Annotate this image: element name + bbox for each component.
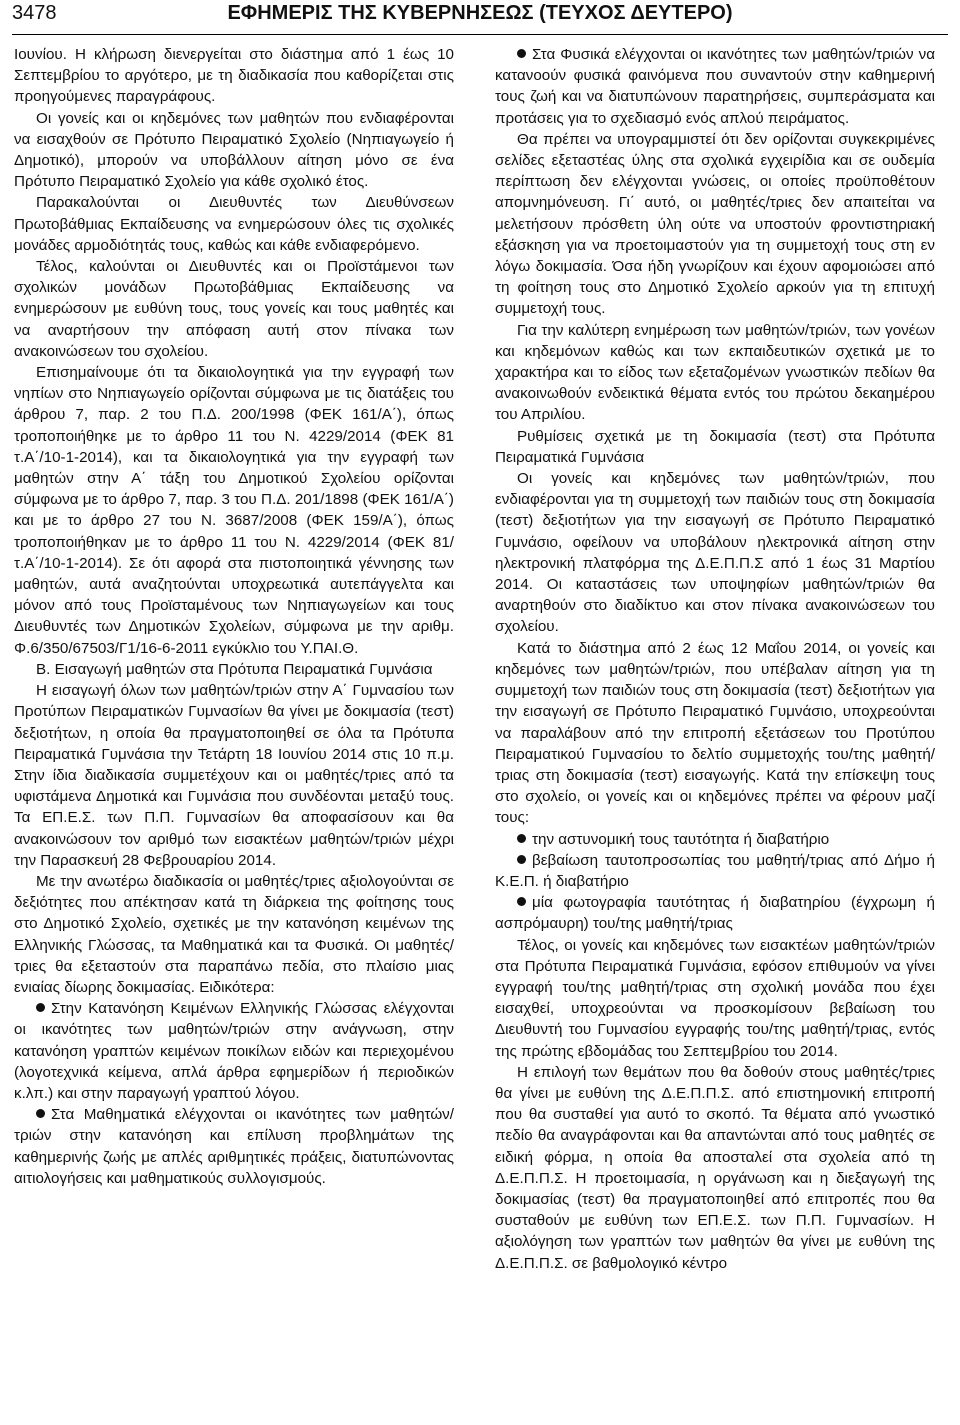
paragraph: Κατά το διάστημα από 2 έως 12 Μαΐου 2014, οι γονείς και κηδεμόνες των μαθητών/τριών, που υπέβαλαν αίτηση για τη συμμετοχή των παιδιών τους στη δοκιμασία (τεστ) δεξιοτήτων για την εισαγωγή σε Πρότυπο Πειραματικό Γυμνάσιο, υποχρεούνται να παραλάβουν από την επιτροπή εξετάσεων του Προτύπου Πειραματικού Γυμνασίου το δελτίο συμμετοχής του/της μαθητή/τριας στη δοκιμασία (τεστ) εισαγωγής. Κατά την επίσκεψη τους στο σχολείο, οι γονείς και οι κηδεμόνες πρέπει να φέρουν μαζί τους: bbox=[495, 639, 935, 827]
paragraph: Τέλος, καλούνται οι Διευθυντές και οι Προϊστάμενοι των σχολικών μονάδων Πρωτοβάθμιας Εκπαίδευσης να ενημερώσουν με ευθύνη τους, τους γονείς και τους μαθητές και να αναρτήσουν την απόφαση αυτή στον πίνακα των ανακοινώσεων του σχολείου. bbox=[14, 258, 454, 360]
left-column bbox=[14, 44, 454, 1189]
paragraph: Για την καλύτερη ενημέρωση των μαθητών/τριών, των γονέων και κηδεμόνων καθώς και των εκπαιδευτικών σχετικά με το χαρακτήρα και το είδος των εξεταζομένων γνωστικών πεδίων θα ανακοινωθούν ενδεικτικά θέματα εντός του πρώτου δεκαημέρου του Απριλίου. bbox=[495, 321, 935, 424]
bullet-item bbox=[495, 892, 935, 934]
bullet-item bbox=[495, 44, 935, 129]
page-header bbox=[12, 0, 948, 38]
paragraph: Ιουνίου. Η κλήρωση διενεργείται στο διάστημα από 1 έως 10 Σεπτεμβρίου το αργότερο, με τη διαδικασία που καθορίζεται στις προηγούμενες παραγράφους. bbox=[14, 46, 454, 106]
bullet-item bbox=[14, 1104, 454, 1189]
section-heading: Β. Εισαγωγή μαθητών στα Πρότυπα Πειραματικά Γυμνάσια bbox=[36, 660, 433, 678]
paragraph: Η εισαγωγή όλων των μαθητών/τριών στην Α΄ Γυμνασίου των Προτύπων Πειραματικών Γυμνασίων θα γίνει με δοκιμασία (τεστ) δεξιοτήτων, η οποία θα πραγματοποιηθεί σε όλα τα Πρότυπα Πειραματικά Γυμνάσια την Τετάρτη 18 Ιουνίου 2014 στις 10 π.μ. Στην ίδια διαδικασία συμμετέχουν και οι μαθητές/τριες από τα υφιστάμενα Δημοτικά και Γυμνάσια που συνδέονται μεταξύ τους. Τα ΕΠ.Ε.Σ. των Π.Π. Γυμνασίων θα αποφασίσουν και θα ανακοινώσουν τον αριθμό των εισακτέων μαθητών/τριών μέχρι την Παρασκευή 28 Φεβρουαρίου 2014. bbox=[14, 682, 454, 869]
bullet-dot-icon bbox=[517, 834, 526, 843]
paragraph: Με την ανωτέρω διαδικασία οι μαθητές/τριες αξιολογούνται σε δεξιότητες που απέκτησαν κατά τη διάρκεια της φοίτησης τους στο Δημοτικό Σχολείο, σχετικές με την κατανόηση κειμένων της Ελληνικής Γλώσσας, τα Μαθηματικά και τα Φυσικά. Οι μαθητές/τριες θα εξεταστούν στα παραπάνω πεδία, στο πλαίσιο μιας ενιαίας δίωρης δοκιμασίας. Ειδικότερα: bbox=[14, 872, 454, 996]
bullet-text: την αστυνομική τους ταυτότητα ή διαβατήριο bbox=[532, 830, 830, 848]
section-heading: Ρυθμίσεις σχετικά με τη δοκιμασία (τεστ) στα Πρότυπα Πειραματικά Γυμνάσια bbox=[495, 427, 935, 466]
bullet-text: Στα Μαθηματικά ελέγχονται οι ικανότητες των μαθητών/τριών στην κατανόηση και επίλυση προβλημάτων της καθημερινής ζωής με απλές αριθμητικές πράξεις, διατυπώνοντας αιτιολογήσεις και μαθηματικούς συλλογισμούς. bbox=[14, 1106, 454, 1187]
right-column bbox=[495, 44, 935, 1274]
bullet-text: βεβαίωση ταυτοπροσωπίας του μαθητή/τριας από Δήμο ή Κ.Ε.Π. ή διαβατήριο bbox=[495, 851, 935, 890]
header-rule bbox=[12, 34, 948, 35]
paragraph: Επισημαίνουμε ότι τα δικαιολογητικά για την εγγραφή των νηπίων στο Νηπιαγωγείο ορίζονται σύμφωνα με τις διατάξεις του άρθρου 7, παρ. 2 του Π.Δ. 200/1998 (ΦΕΚ 161/Α΄), όπως τροποποιήθηκε με το άρθρο 11 του Ν. 4229/2014 (ΦΕΚ 81 τ.Α΄/10-1-2014), και τα δικαιολογητικά για την εγγραφή των μαθητών στην Α΄ τάξη του Δημοτικού Σχολείου ορίζονται σύμφωνα με το άρθρο 7, παρ. 3 του Π.Δ. 201/1898 (ΦΕΚ 161/Α΄) και με το άρθρο 27 του Ν. 3687/2008 (ΦΕΚ 159/Α΄), όπως τροποποιήθηκαν με το άρθρο 11 του Ν. 4229/2014 (ΦΕΚ 81/τ.Α΄/10-1-2014). Σε ότι αφορά στα πιστοποιητικά γέννησης των μαθητών, αυτά αναζητούνται υποχρεωτικά αυτεπάγγελτα και μόνον από τους Προϊσταμένους των Νηπιαγωγείων και τους Διευθυντές των Δημοτικών Σχολείων, σύμφωνα με την αριθμ. Φ.6/350/67503/Γ1/16-6-2011 εγκύκλιο του Υ.ΠΑΙ.Θ. bbox=[14, 364, 454, 657]
bullet-dot-icon bbox=[517, 897, 526, 906]
paragraph: Θα πρέπει να υπογραμμιστεί ότι δεν ορίζονται συγκεκριμένες σελίδες εξεταστέας ύλης στα σχολικά εγχειρίδια και σε ουδεμία περίπτωση δεν ελέγχονται γνώσεις, οι οποίες προϋποθέτουν απομνημόνευση. Γι΄ αυτό, οι μαθητές/τριες δεν απαιτείται να μελετήσουν πρόσθετη ύλη ούτε να υποστούν φροντιστηριακή εξάσκηση για να προετοιμαστούν για τη συμμετοχή τους στη εν λόγω δοκιμασία. Όσα ήδη γνωρίζουν και έχουν αφομοιώσει από τη φοίτηση τους στο Δημοτικό Σχολείο αρκούν για τη επιτυχή συμμετοχή τους. bbox=[495, 130, 935, 318]
bullet-dot-icon bbox=[517, 49, 526, 58]
paragraph: Η επιλογή των θεμάτων που θα δοθούν στους μαθητές/τριες θα γίνει με ευθύνη της Δ.Ε.Π.Π.Σ. από επιστημονική επιτροπή που θα συσταθεί για αυτό το σκοπό. Τα θέματα από γνωστικό πεδίο θα αναγράφονται και θα απαντώνται από τους μαθητές σε ειδική φόρμα, η οποία θα αποσταλεί στα σχολεία από τη Δ.Ε.Π.Π.Σ. Η προετοιμασία, η οργάνωση και η διεξαγωγή της δοκιμασίας (τεστ) θα πραγματοποιηθεί από επιτροπές που θα συσταθούν με ευθύνη των ΕΠ.Ε.Σ. των Π.Π. Γυμνασίων. Η αξιολόγηση των γραπτών των μαθητών θα γίνει με ευθύνη της Δ.Ε.Π.Π.Σ. σε βαθμολογικό κέντρο bbox=[495, 1063, 935, 1272]
paragraph: Τέλος, οι γονείς και κηδεμόνες των εισακτέων μαθητών/τριών στα Πρότυπα Πειραματικά Γυμνάσια, εφόσον επιθυμούν να γίνει εγγραφή του/της μαθητή/τριας στη σχολική μονάδα που έχει εισαχθεί, υποχρεούνται να προσκομίσουν βεβαίωση του Διευθυντή του Γυμνασίου εγγραφής του/της μαθητή/τριας, εντός της πρώτης εβδομάδας του Σεπτεμβρίου του 2014. bbox=[495, 936, 935, 1060]
paragraph: Οι γονείς και οι κηδεμόνες των μαθητών που ενδιαφέρονται να εισαχθούν σε Πρότυπο Πειραματικό Σχολείο (Νηπιαγωγείο ή Δημοτικό), μπορούν να υποβάλλουν αίτηση μόνο σε ένα Πρότυπο Πειραματικό Σχολείο για κάθε σχολικό έτος. bbox=[14, 109, 454, 191]
paragraph: Οι γονείς και κηδεμόνες των μαθητών/τριών, που ενδιαφέρονται για τη συμμετοχή των παιδιών τους στη δοκιμασία (τεστ) δεξιοτήτων για την εισαγωγή σε Πρότυπο Πειραματικό Γυμνάσιο, οφείλουν να υποβάλουν ηλεκτρονικά αίτηση στην ηλεκτρονική πλατφόρμα της Δ.Ε.Π.Π.Σ από 1 έως 31 Μαρτίου 2014. Οι καταστάσεις των υποψηφίων μαθητών/τριών θα αναρτηθούν στο διαδίκτυο και στον πίνακα ανακοινώσεων του σχολείου. bbox=[495, 470, 935, 636]
bullet-item bbox=[14, 998, 454, 1104]
bullet-item bbox=[495, 829, 935, 850]
paragraph: Παρακαλούνται οι Διευθυντές των Διευθύνσεων Πρωτοβάθμιας Εκπαίδευσης να ενημερώσουν όλες τις σχολικές μονάδες αρμοδιότητάς τους, καθώς και κάθε ενδιαφερόμενο. bbox=[14, 194, 454, 254]
bullet-item bbox=[495, 850, 935, 892]
bullet-text: Στην Κατανόηση Κειμένων Ελληνικής Γλώσσας ελέγχονται οι ικανότητες των μαθητών/τριών στην ανάγνωση, στην κατανόηση γραπτών κειμένων ποικίλων ειδών και περιεχομένου (λογοτεχνικά κείμενα, απλά άρθρα εφημερίδων ή περιοδικών κ.λπ.) και στην παραγωγή γραπτού λόγου. bbox=[14, 1000, 454, 1102]
bullet-text: Στα Φυσικά ελέγχονται οι ικανότητες των μαθητών/τριών να κατανοούν φυσικά φαινόμενα που συναντούν στην καθημερινή τους ζωή και να διατυπώνουν παρατηρήσεις, συμπεράσματα και προτάσεις για το σχεδιασμό ενός απλού πειράματος. bbox=[495, 46, 935, 127]
bullet-text: μία φωτογραφία ταυτότητας ή διαβατηρίου (έγχρωμη ή ασπρόμαυρη) του/της μαθητή/τριας bbox=[495, 894, 935, 933]
bullet-dot-icon bbox=[36, 1003, 45, 1012]
page-number: 3478 bbox=[12, 2, 57, 24]
gazette-title: ΕΦΗΜΕΡΙΣ ΤΗΣ ΚΥΒΕΡΝΗΣΕΩΣ (ΤΕΥΧΟΣ ΔΕΥΤΕΡΟ) bbox=[227, 2, 733, 24]
bullet-dot-icon bbox=[517, 855, 526, 864]
bullet-dot-icon bbox=[36, 1109, 45, 1118]
